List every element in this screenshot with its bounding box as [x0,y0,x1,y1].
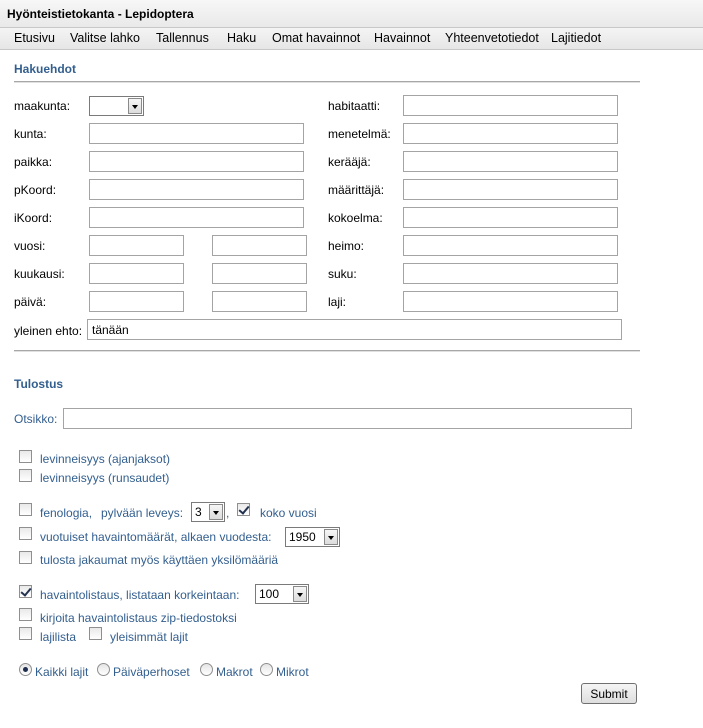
menetelma-input[interactable] [403,123,618,144]
kuukausi-to-input[interactable] [212,263,307,284]
otsikko-label: Otsikko: [14,412,58,426]
keraaja-label: kerääjä: [328,155,371,169]
pylvaan-leveys-label: pylvään leveys: [101,506,184,520]
habitaatti-input[interactable] [403,95,618,116]
pylvaan-leveys-select[interactable] [191,502,225,522]
fenologia-checkbox[interactable] [19,503,32,516]
radio-paivaperhoset[interactable] [97,663,110,676]
submit-button[interactable]: Submit [581,683,637,704]
maarittaja-input[interactable] [403,179,618,200]
menu-item-tallennus[interactable]: Tallennus [156,31,209,45]
menu-item-etusivu[interactable]: Etusivu [14,31,55,45]
maarittaja-label: määrittäjä: [328,183,385,197]
vuotuiset-label: vuotuiset havaintomäärät, alkaen vuodesta: [40,530,272,544]
paiva-from-input[interactable] [89,291,184,312]
otsikko-input[interactable] [63,408,632,429]
yleinen-ehto-label: yleinen ehto: [14,324,83,338]
havaintolistaus-max-value: 100 [259,587,280,601]
levinneisyys-ajanjaksot-checkbox[interactable] [19,450,32,463]
suku-input[interactable] [403,263,618,284]
kuukausi-label: kuukausi: [14,267,65,281]
window-title: Hyönteistietokanta - Lepidoptera [0,0,703,28]
output-section-title: Tulostus [14,377,64,391]
vuosi-to-input[interactable] [212,235,307,256]
kuukausi-from-input[interactable] [89,263,184,284]
zip-label: kirjoita havaintolistaus zip-tiedostoksi [40,611,237,625]
divider [14,350,640,352]
ikoord-input[interactable] [89,207,304,228]
menu-item-havainnot[interactable]: Havainnot [374,31,431,45]
jakaumat-checkbox[interactable] [19,551,32,564]
radio-mikrot-label: Mikrot [276,665,309,679]
lajilista-label: lajilista [40,630,77,644]
radio-kaikki-lajit[interactable] [19,663,32,676]
menu-item-haku[interactable]: Haku [227,31,257,45]
maakunta-select[interactable] [89,96,144,116]
divider [14,81,640,83]
jakaumat-label: tulosta jakaumat myös käyttäen yksilömääriä [40,553,279,567]
menu-item-valitse-lahko[interactable]: Valitse lahko [70,31,140,45]
maakunta-label: maakunta: [14,99,71,113]
paikka-input[interactable] [89,151,304,172]
havaintolistaus-checkbox[interactable] [19,585,32,598]
vuosi-from-input[interactable] [89,235,184,256]
kunta-label: kunta: [14,127,47,141]
chevron-down-icon [293,586,307,602]
menu-item-omat-havainnot[interactable]: Omat havainnot [272,31,361,45]
vuotuiset-year-value: 1950 [289,530,316,544]
koko-vuosi-label: koko vuosi [260,506,317,520]
habitaatti-label: habitaatti: [328,99,381,113]
pylvaan-leveys-value: 3 [195,505,202,519]
menu-bar [0,28,703,50]
search-section-title: Hakuehdot [14,62,77,76]
radio-kaikki-lajit-label: Kaikki lajit [35,665,89,679]
comma-separator: , [226,506,230,520]
levinneisyys-ajanjaksot-label: levinneisyys (ajanjaksot) [40,452,171,466]
paiva-label: päivä: [14,295,47,309]
radio-makrot[interactable] [200,663,213,676]
chevron-down-icon [324,529,338,545]
vuotuiset-year-select[interactable] [285,527,340,547]
havaintolistaus-max-select[interactable] [255,584,309,604]
menu-item-lajitiedot[interactable]: Lajitiedot [551,31,602,45]
vuotuiset-checkbox[interactable] [19,527,32,540]
suku-label: suku: [328,267,357,281]
yleinen-ehto-input[interactable] [87,319,622,340]
fenologia-label: fenologia, [40,506,93,520]
laji-input[interactable] [403,291,618,312]
paiva-to-input[interactable] [212,291,307,312]
chevron-down-icon [128,98,142,114]
lajilista-checkbox[interactable] [19,627,32,640]
koko-vuosi-checkbox[interactable] [237,503,250,516]
radio-mikrot[interactable] [260,663,273,676]
pkoord-label: pKoord: [14,183,57,197]
heimo-label: heimo: [328,239,365,253]
radio-makrot-label: Makrot [216,665,253,679]
menu-item-yhteenvetotiedot[interactable]: Yhteenvetotiedot [445,31,539,45]
yleisimmat-checkbox[interactable] [89,627,102,640]
laji-label: laji: [328,295,347,309]
yleisimmat-label: yleisimmät lajit [110,630,189,644]
pkoord-input[interactable] [89,179,304,200]
menetelma-label: menetelmä: [328,127,391,141]
levinneisyys-runsaudet-checkbox[interactable] [19,469,32,482]
keraaja-input[interactable] [403,151,618,172]
heimo-input[interactable] [403,235,618,256]
paikka-label: paikka: [14,155,53,169]
zip-checkbox[interactable] [19,608,32,621]
havaintolistaus-label: havaintolistaus, listataan korkeintaan: [40,588,240,602]
radio-paivaperhoset-label: Päiväperhoset [113,665,190,679]
chevron-down-icon [209,504,223,520]
vuosi-label: vuosi: [14,239,46,253]
kunta-input[interactable] [89,123,304,144]
kokoelma-label: kokoelma: [328,211,383,225]
levinneisyys-runsaudet-label: levinneisyys (runsaudet) [40,471,170,485]
kokoelma-input[interactable] [403,207,618,228]
ikoord-label: iKoord: [14,211,53,225]
